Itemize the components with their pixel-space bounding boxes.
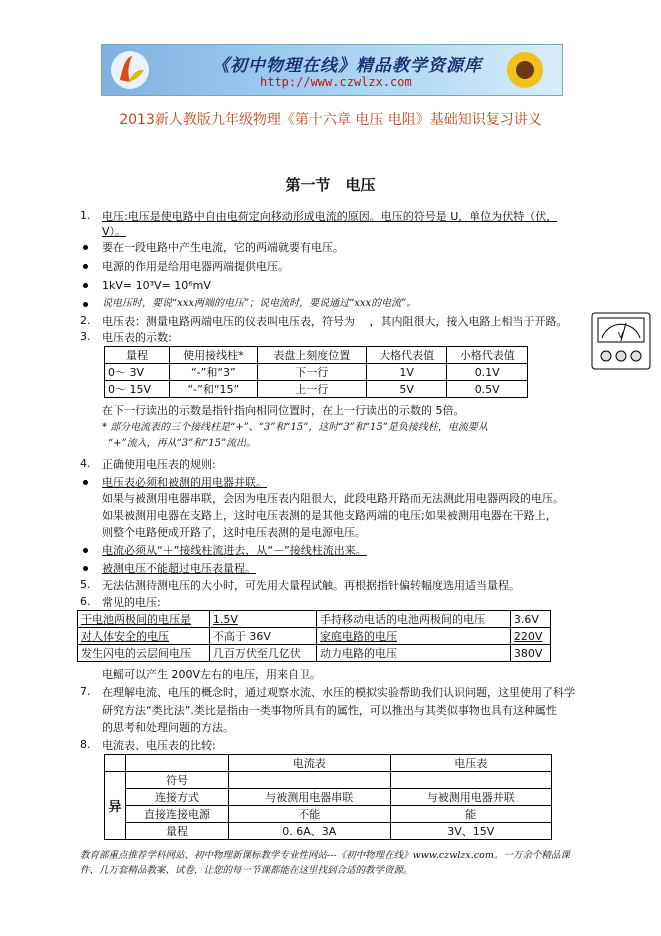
item-number: 1. (80, 209, 91, 222)
bullet-icon (83, 245, 88, 250)
table-cell: 直接连接电源 (126, 806, 229, 823)
table-cell: 连接方式 (126, 789, 229, 806)
paragraph: * 部分电流表的三个接线柱是“+”、“3”和“15”，这时“3”和“15”是负接线柱，电流要从 (102, 422, 488, 433)
paragraph: 电压表必须和被测的用电器并联。 (102, 476, 267, 489)
voltmeter-reading-table (104, 346, 528, 398)
paragraph: 电鳐可以产生 200V左右的电压，用来自卫。 (102, 668, 322, 681)
table-cell: 3.6V (510, 611, 550, 628)
table-cell: 几百万伏至几亿伏 (209, 645, 316, 662)
banner-title: 《初中物理在线》精品教学资源库 (212, 56, 482, 76)
table-cell: 发生闪电的云层间电压 (78, 645, 210, 662)
paragraph: 在下一行读出的示数是指针指向相同位置时，在上一行读出的示数的 5倍。 (102, 404, 465, 417)
paragraph: 无法估测待测电压的大小时，可先用大量程试触。再根据指针偏转幅度选用适当量程。 (102, 579, 520, 592)
header-banner (101, 44, 563, 96)
item-number: 3. (80, 330, 91, 343)
table-cell: 量程 (126, 823, 229, 840)
table-cell: 上一行 (257, 381, 366, 398)
document-title: 2013新人教版九年级物理《第十六章 电压 电阻》基础知识复习讲义 (119, 112, 542, 128)
paragraph: 要在一段电路中产生电流，它的两端就要有电压。 (102, 241, 344, 254)
paragraph: 如果与被测用电器串联，会因为电压表内阻很大，此段电路开路而无法测此用电器两段的电压。 (102, 492, 564, 505)
paragraph: 常见的电压: (102, 596, 161, 609)
table-header: 表盘上刻度位置 (257, 347, 366, 364)
table-cell: 0～ 3V (105, 364, 170, 381)
table-cell: 380V (510, 645, 550, 662)
table-cell: 0～ 15V (105, 381, 170, 398)
paragraph: 电源的作用是给用电器两端提供电压。 (102, 260, 289, 273)
table-cell: 3V、15V (390, 823, 552, 840)
table-cell: 0.5V (447, 381, 528, 398)
paragraph: 研究方法“类比法”.类比是指由一类事物所具有的属性，可以推出与其类似事物也具有这种属性 (102, 704, 557, 717)
table-cell: 1.5V (209, 611, 316, 628)
item-number: 5. (80, 578, 91, 591)
paragraph: “+”流入，再从“3”和“15”流出。 (108, 438, 257, 449)
sunflower-icon (496, 47, 554, 93)
table-header: 电流表 (229, 755, 391, 772)
table-cell: 动力电路的电压 (317, 645, 511, 662)
footer-line: 件、几万套精品教案、试卷，让您的每一节课都能在这里找到合适的教学资源。 (80, 865, 413, 876)
table-cell: 1V (366, 364, 447, 381)
table-header: 电压表 (390, 755, 552, 772)
section-title: 第一节 电压 (285, 176, 376, 194)
table-cell: “-”和“15” (170, 381, 258, 398)
table-header: 量程 (105, 347, 170, 364)
paragraph: 在理解电流、电压的概念时，通过观察水流、水压的模拟实验帮助我们认识问题，这里使用了科学 (102, 686, 575, 699)
table-cell: 干电池两极间的电压是 (78, 611, 210, 628)
paragraph: 电流表、电压表的比较: (102, 739, 216, 752)
paragraph: 如果被测用电器在支路上，这时电压表测的是其他支路两端的电压;如果被测用电器在干路上， (102, 509, 557, 522)
table-cell: 5V (366, 381, 447, 398)
paragraph: 电压表：测量电路两端电压的仪表叫电压表，符号为 ，其内阻很大，接入电路上相当于开路。 (102, 315, 568, 328)
paragraph: 正确使用电压表的规则: (102, 458, 216, 471)
table-cell: “-”和“3” (170, 364, 258, 381)
footer-line: 教育部重点推荐学科网站、初中物理新课标教学专业性网站---《初中物理在线》www.czwlzx.com。一万余个精品课 (80, 850, 570, 861)
table-cell: 对人体安全的电压 (78, 628, 210, 645)
table-cell: 家庭电路的电压 (317, 628, 511, 645)
paragraph: 1kV= 10³V= 10⁶mV (102, 279, 211, 292)
table-cell: 不高于 36V (209, 628, 316, 645)
table-cell: 符号 (126, 772, 229, 789)
item-number: 6. (80, 595, 91, 608)
bullet-icon (83, 302, 88, 307)
paragraph: 说电压时，要说“xxx两端的电压”；说电流时，要说通过“xxx的电流”。 (102, 298, 417, 309)
voltmeter-icon (590, 311, 652, 371)
bullet-icon (83, 264, 88, 269)
table-cell: 与被测用电器并联 (390, 789, 552, 806)
table-cell: 0. 6A、3A (229, 823, 391, 840)
bullet-icon (83, 283, 88, 288)
item-number: 8. (80, 738, 91, 751)
table-cell (229, 772, 391, 789)
table-cell: 不能 (229, 806, 391, 823)
table-cell: 220V (510, 628, 550, 645)
bullet-icon (83, 548, 88, 553)
table-cell: 手持移动电话的电池两极间的电压 (317, 611, 511, 628)
table-cell: 下一行 (257, 364, 366, 381)
paragraph: 的思考和处理问题的方法。 (102, 721, 234, 734)
paragraph: 被测电压不能超过电压表量程。 (102, 562, 256, 575)
table-cell (390, 772, 552, 789)
bullet-icon (83, 566, 88, 571)
table-cell: 与被测用电器串联 (229, 789, 391, 806)
item-number: 7. (80, 685, 91, 698)
table-header: 小格代表值 (447, 347, 528, 364)
site-logo-icon (110, 50, 150, 90)
item-number: 4. (80, 457, 91, 470)
table-cell: 0.1V (447, 364, 528, 381)
paragraph: 则整个电路便成开路了，这时电压表测的是电源电压。 (102, 526, 366, 539)
banner-url: http://www.czwlzx.com (260, 75, 412, 89)
item-number: 2. (80, 314, 91, 327)
table-cell: 能 (390, 806, 552, 823)
meter-scale-label: V (618, 331, 624, 340)
paragraph: 电压表的示数: (102, 331, 172, 344)
page-footer (80, 848, 610, 878)
diff-label: 异 (105, 772, 126, 840)
paragraph: V）。 (102, 225, 127, 238)
meter-comparison-table (104, 754, 552, 840)
paragraph: 电流必须从“＋”接线柱流进去，从“－”接线柱流出来。 (102, 544, 367, 557)
bullet-icon (83, 480, 88, 485)
table-header: 使用接线柱* (170, 347, 258, 364)
table-header: 大格代表值 (366, 347, 447, 364)
paragraph: 电压:电压是使电路中自由电荷定向移动形成电流的原因。电压的符号是 U，单位为伏特（伏， (102, 210, 558, 223)
common-voltage-table (77, 610, 551, 662)
